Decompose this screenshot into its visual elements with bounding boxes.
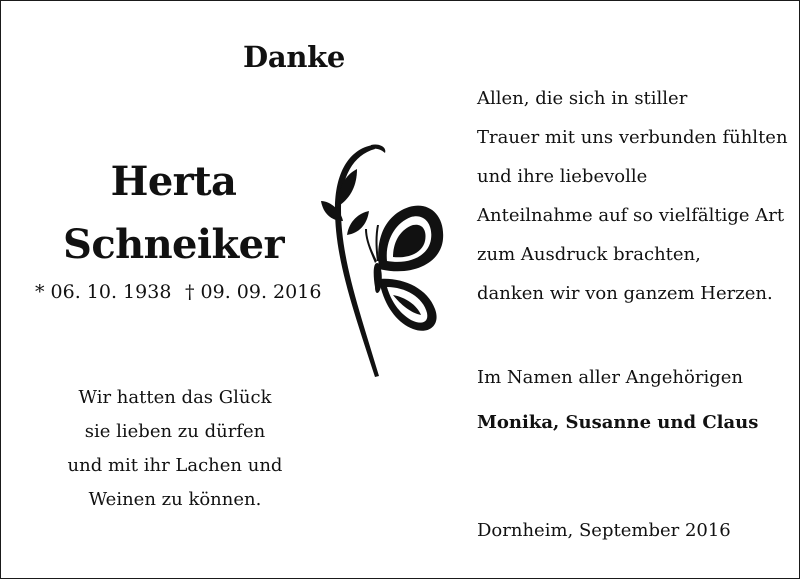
life-dates	[35, 279, 320, 305]
quote-line: Weinen zu können.	[88, 489, 262, 510]
on-behalf-line: Im Namen aller Angehörigen	[477, 367, 743, 388]
thank-you-message	[477, 79, 787, 313]
quote-line: und mit ihr Lachen und	[67, 455, 283, 476]
place-and-date: Dornheim, September 2016	[477, 520, 731, 541]
butterfly-icon	[313, 139, 453, 381]
card-heading: Danke	[243, 40, 346, 74]
message-line: Allen, die sich in stiller	[477, 88, 688, 109]
memorial-quote	[41, 381, 309, 517]
birth-date: * 06. 10. 1938	[35, 281, 172, 303]
quote-line: Wir hatten das Glück	[78, 387, 272, 408]
message-line: danken wir von ganzem Herzen.	[477, 283, 773, 304]
message-line: zum Ausdruck brachten,	[477, 244, 701, 265]
message-line: Anteilnahme auf so vielfältige Art	[477, 205, 785, 226]
quote-line: sie lieben zu dürfen	[84, 421, 266, 442]
message-line: Trauer mit uns verbunden fühlten	[477, 127, 788, 148]
deceased-first-name: Herta	[110, 158, 237, 205]
deceased-last-name: Schneiker	[63, 221, 284, 268]
death-date: † 09. 09. 2016	[185, 281, 322, 303]
message-line: und ihre liebevolle	[477, 166, 648, 187]
signers: Monika, Susanne und Claus	[477, 412, 759, 433]
